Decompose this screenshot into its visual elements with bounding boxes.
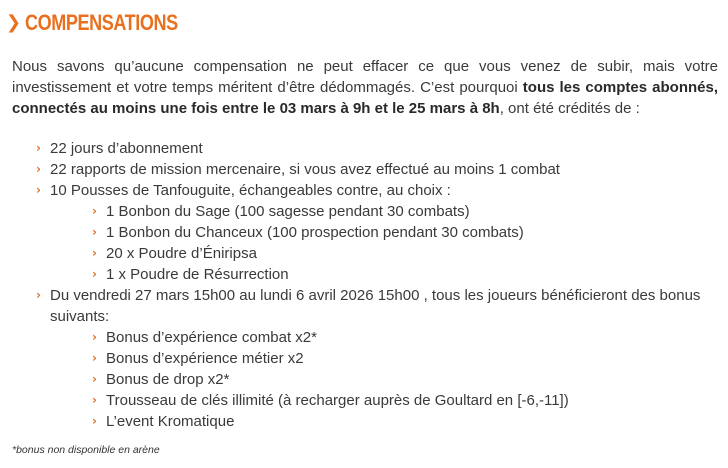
sublist-item <box>92 264 716 285</box>
sublist-item <box>92 348 716 369</box>
sublist-item-text: Bonus de drop x2* <box>106 371 230 388</box>
list-item-text: Du vendredi 27 mars 15h00 au lundi 6 avril 2026 15h00 , tous les joueurs bénéficieront des bonus suivants: <box>50 287 701 325</box>
arrow-bullet-icon: › <box>92 204 97 218</box>
list-item-text: 22 jours d’abonnement <box>50 140 203 157</box>
arrow-bullet-icon: › <box>36 183 41 197</box>
sublist-item <box>92 369 716 390</box>
list-item-text: 22 rapports de mission mercenaire, si vous avez effectué au moins 1 combat <box>50 161 560 178</box>
sublist <box>50 201 716 285</box>
arrow-bullet-icon: › <box>92 330 97 344</box>
sublist-item-text: Trousseau de clés illimité (à recharger auprès de Goultard en [-6,-11]) <box>106 392 569 409</box>
section-title: COMPENSATIONS <box>25 10 178 35</box>
sublist-item-text: L’event Kromatique <box>106 413 235 430</box>
sublist-item-text: 1 Bonbon du Sage (100 sagesse pendant 30 combats) <box>106 203 470 220</box>
arrow-bullet-icon: › <box>92 351 97 365</box>
sublist-item <box>92 201 716 222</box>
arrow-bullet-icon: › <box>36 162 41 176</box>
sublist-item <box>92 390 716 411</box>
chevron-right-icon: ❯ <box>6 12 22 33</box>
intro-paragraph <box>12 56 718 119</box>
sublist-item <box>92 327 716 348</box>
list-item <box>36 285 716 432</box>
arrow-bullet-icon: › <box>92 414 97 428</box>
arrow-bullet-icon: › <box>92 372 97 386</box>
intro-text-end: , ont été crédités de : <box>499 100 640 117</box>
arrow-bullet-icon: › <box>36 141 41 155</box>
section-header <box>6 10 211 36</box>
arrow-bullet-icon: › <box>92 393 97 407</box>
sublist-item-text: Bonus d’expérience combat x2* <box>106 329 317 346</box>
sublist-item-text: 1 x Poudre de Résurrection <box>106 266 289 283</box>
sublist-item <box>92 222 716 243</box>
sublist-item-text: 1 Bonbon du Chanceux (100 prospection pendant 30 combats) <box>106 224 524 241</box>
list-item-text: 10 Pousses de Tanfouguite, échangeables contre, au choix : <box>50 182 451 199</box>
intro-text-start: Nous savons qu’aucune compensation ne peut effacer ce que vous venez de subir, mais votre investissement et votre temps méritent d’être dédommagés. C’est pourquoi <box>12 58 718 96</box>
list-item <box>36 159 716 180</box>
sublist-item-text: Bonus d’expérience métier x2 <box>106 350 304 367</box>
arrow-bullet-icon: › <box>36 288 41 302</box>
sublist-item-text: 20 x Poudre d’Éniripsa <box>106 245 257 262</box>
intro-bold-text: tous les comptes abonnés, connectés au moins une fois entre le 03 mars à 9h et le 25 mars à 8h <box>12 79 719 117</box>
list-item <box>36 180 716 285</box>
sublist-item <box>92 411 716 432</box>
list-item <box>36 138 716 159</box>
arrow-bullet-icon: › <box>92 225 97 239</box>
arrow-bullet-icon: › <box>92 246 97 260</box>
sublist-item <box>92 243 716 264</box>
compensation-list <box>36 138 716 432</box>
footnote: *bonus non disponible en arène <box>12 444 160 456</box>
sublist <box>50 327 716 432</box>
arrow-bullet-icon: › <box>92 267 97 281</box>
